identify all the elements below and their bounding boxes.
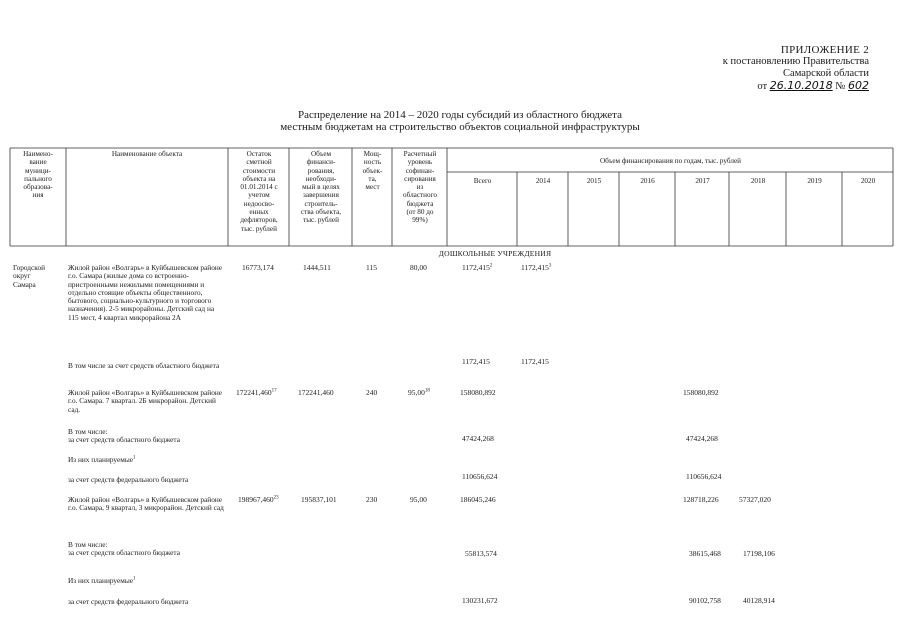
row1-total: 1172,415 <box>462 357 490 366</box>
row9-2017: 90102,758 <box>689 596 721 605</box>
section-title: ДОШКОЛЬНЫЕ УЧРЕЖДЕНИЯ <box>438 249 552 258</box>
row2-capacity: 240 <box>366 388 378 397</box>
row0-2014: 1172,415$^3$ <box>521 263 552 272</box>
row5-2017: 110656,624 <box>686 472 722 481</box>
document-title-line1: Распределение на 2014 – 2020 годы субсидий из областного бюджета <box>297 109 623 121</box>
row6-cofin: 95,00 <box>410 495 427 504</box>
row6-capacity: 230 <box>366 495 378 504</box>
table-row-object: Из них планируемые$^1$ <box>68 455 136 464</box>
col-object: Наименование объекта <box>111 150 183 158</box>
row2-balance: 172241,460$^{17}$ <box>236 388 277 397</box>
table-row-object: за счет средств федерального бюджета <box>68 597 189 606</box>
col-funding-by-years: Объем финансирования по годам, тыс. рублей <box>599 157 742 165</box>
row9-2018: 40128,914 <box>743 596 775 605</box>
col-capacity: Мощ- ность объек- та, мест <box>362 150 383 192</box>
row2-2017: 158080,892 <box>683 388 719 397</box>
table-row-object: Жилой район «Волгарь» в Куйбышевском районе г.о. Самара (жилые дома со встроенно-пристроенными нежилыми помещениями и отдельно стоящие объекты общественного, бытового, социально-культурного и торгового назначения). 2-5 микрорайоны. Детский сад на 115 мест, 4 квартал микрорайона 2А <box>68 263 222 322</box>
table-row-object: В том числе за счет средств областного бюджета <box>68 361 220 370</box>
row5-total: 110656,624 <box>462 472 498 481</box>
row7-2018: 17198,106 <box>743 549 775 558</box>
table-row-object: Жилой район «Волгарь» в Куйбышевском районе г.о. Самара, 9 квартал, 3 микрорайон. Детский сад <box>68 495 224 513</box>
table-row-object: Из них планируемые$^1$ <box>68 576 136 585</box>
col-volume: Объем финанси- рования, необходи- мый в целях завершения строитель- ства объекта, тыс. рублей <box>300 150 342 225</box>
col-year-2015: 2015 <box>586 177 602 185</box>
row3-subhead: В том числе: <box>68 427 108 436</box>
row3-label: за счет средств областного бюджета <box>68 435 180 445</box>
municipality-name: Городской округ Самара <box>13 263 45 289</box>
col-year-2020: 2020 <box>860 177 876 185</box>
row1-2014: 1172,415 <box>521 357 549 366</box>
appendix-title: ПРИЛОЖЕНИЕ 2 <box>780 44 869 56</box>
row6-2017: 128718,226 <box>683 495 719 504</box>
row2-volume: 172241,460 <box>298 388 334 397</box>
row2-cofin: 95,00$^{18}$ <box>408 388 430 397</box>
row0-cofin: 80,00 <box>410 263 427 272</box>
col-year-2017: 2017 <box>695 177 710 185</box>
row9-total: 130231,672 <box>462 596 498 605</box>
row3-total: 47424,268 <box>462 434 494 443</box>
row6-balance: 198967,460$^{23}$ <box>238 495 279 504</box>
row0-volume: 1444,511 <box>303 263 331 272</box>
row7-label: за счет средств областного бюджета <box>68 548 180 558</box>
row6-volume: 195837,101 <box>301 495 337 504</box>
col-year-2018: 2018 <box>750 177 766 185</box>
date-handwritten: 26.10.2018 <box>769 79 833 92</box>
table-row-object: за счет средств федерального бюджета <box>68 475 189 484</box>
table-row-object: Жилой район «Волгарь» в Куйбышевском районе г.о. Самара. 7 квартал. 2Б микрорайон. Детский сад. <box>68 388 222 414</box>
appendix-line1: к постановлению Правительства <box>722 56 869 67</box>
col-year-2019: 2019 <box>807 177 822 185</box>
col-balance: Остаток сметной стоимости объекта на 01.01.2014 с учетом недоосво- енных дефляторов, тыс. рублей <box>240 150 278 233</box>
row7-2017: 38615,468 <box>689 549 721 558</box>
col-cofin: Расчетный уровень софинан- сирования из областного бюджета (от 80 до 99%) <box>403 150 437 225</box>
col-year-2014: 2014 <box>535 177 551 185</box>
row6-total: 186045,246 <box>460 495 496 504</box>
col-total: Всего <box>473 177 492 185</box>
row0-balance: 16773,174 <box>242 263 274 272</box>
row6-2018: 57327,020 <box>739 495 771 504</box>
row0-total: 1172,415$^2$ <box>462 263 493 272</box>
table-row-object <box>68 428 226 445</box>
row7-total: 55813,574 <box>465 549 497 558</box>
row3-2017: 47424,268 <box>686 434 718 443</box>
number-prefix: № <box>835 81 846 92</box>
date-prefix: от <box>757 81 768 92</box>
row2-total: 158080,892 <box>460 388 496 397</box>
document-title-line2: местным бюджетам на строительство объектов социальной инфраструктуры <box>280 121 640 133</box>
col-municipality: Наимено- вание муници- пального образова- ния <box>23 150 53 200</box>
appendix-line2: Самарской области <box>783 68 869 79</box>
col-year-2016: 2016 <box>640 177 655 185</box>
row7-subhead: В том числе: <box>68 540 108 549</box>
row0-capacity: 115 <box>366 263 377 272</box>
number-handwritten: 602 <box>848 79 869 92</box>
table-row-object <box>68 541 226 558</box>
